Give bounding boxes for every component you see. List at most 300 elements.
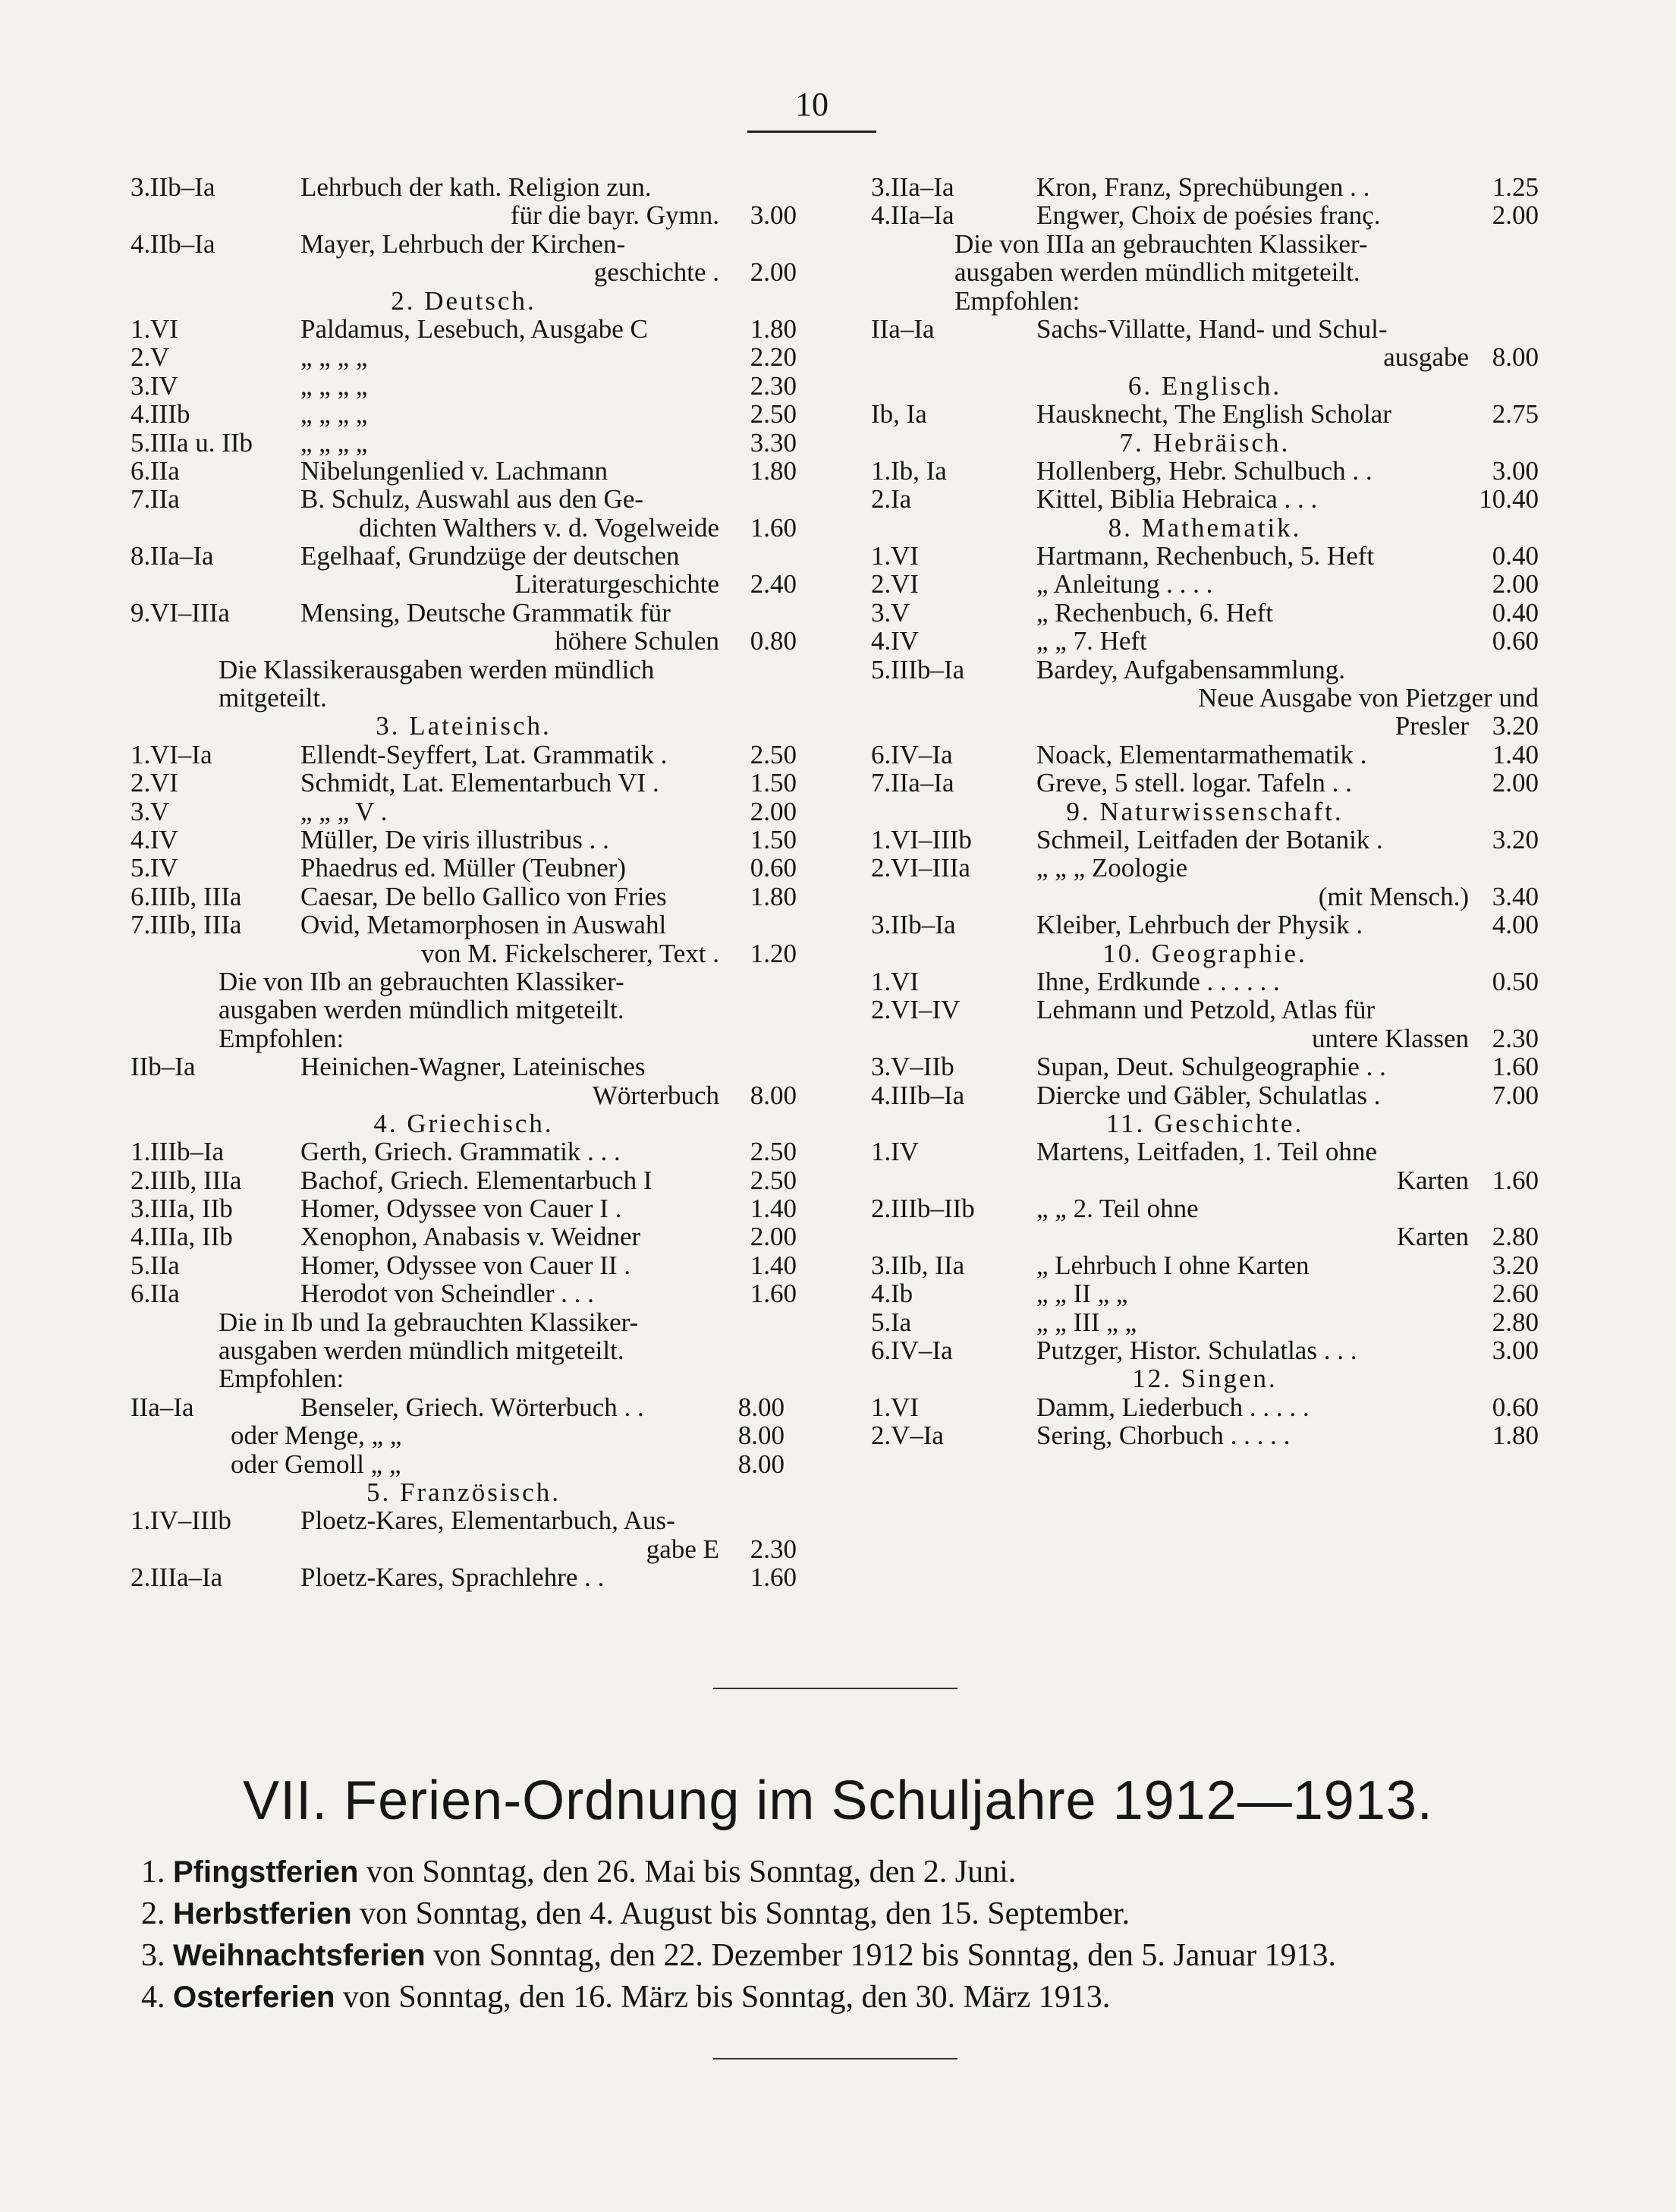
class-range: IV	[150, 824, 178, 854]
book-title: Bardey, Aufgabensammlung.	[1036, 654, 1345, 684]
entry-number: 2.	[871, 995, 891, 1025]
section-heading-text: 4. Griechisch.	[373, 1108, 554, 1138]
book-entry	[871, 343, 1539, 371]
book-title: Mayer, Lehrbuch der Kirchen-	[300, 228, 626, 259]
page-number-rule	[747, 131, 876, 133]
note-text: ausgaben werden mündlich mitgeteilt.	[219, 995, 624, 1025]
price: 2.60	[1492, 1279, 1539, 1309]
section-heading-text: 12. Singen.	[1132, 1364, 1278, 1394]
book-entry	[871, 599, 1539, 627]
entry-number: 4.	[871, 1279, 891, 1309]
book-entry	[130, 457, 797, 485]
note-text: Die von IIb an gebrauchten Klassiker-	[219, 966, 624, 996]
book-title: Lehmann und Petzold, Atlas für	[1036, 995, 1376, 1025]
class-range: VI	[891, 569, 919, 599]
section-heading	[871, 939, 1539, 968]
price: 1.25	[1492, 172, 1539, 202]
left-column	[130, 173, 797, 1592]
book-title: Ploetz-Kares, Sprachlehre . .	[300, 1562, 605, 1593]
entry-number: 4.	[130, 228, 151, 259]
price: 2.00	[750, 1222, 797, 1252]
book-title: oder Menge, „ „	[231, 1421, 402, 1451]
entry-number: 1.	[130, 1506, 151, 1536]
entry-number: 7.	[130, 910, 151, 940]
book-entry	[130, 854, 797, 882]
book-entry	[130, 1222, 797, 1251]
book-title: Putzger, Histor. Schulatlas . . .	[1036, 1336, 1357, 1366]
class-range: IIa–Ia	[150, 541, 214, 571]
class-range: VI	[150, 768, 178, 798]
book-title-continued: für die bayr. Gymn.	[510, 200, 719, 231]
book-entry	[130, 911, 797, 939]
book-title: Greve, 5 stell. logar. Tafeln . .	[1036, 768, 1352, 798]
price: 0.60	[1492, 1392, 1539, 1422]
entry-number: 3.	[130, 172, 151, 202]
class-range: IV–Ia	[891, 739, 953, 769]
book-title-continued: ausgabe	[1383, 342, 1469, 373]
book-entry	[871, 542, 1539, 570]
price: 3.00	[1492, 455, 1539, 486]
section-heading	[130, 712, 797, 740]
book-title: Bachof, Griech. Elementarbuch I	[300, 1165, 652, 1195]
class-range: IIb–Ia	[150, 228, 215, 259]
book-title: „ „ „ Zoologie	[1036, 853, 1188, 883]
entry-number: 1.	[130, 739, 151, 769]
class-range: IV	[891, 1137, 919, 1167]
book-entry	[871, 570, 1539, 598]
ferien-item	[141, 1977, 1336, 2018]
book-title: „ „ 7. Heft	[1036, 626, 1147, 656]
book-title: „ Anleitung . . . .	[1036, 569, 1213, 599]
book-title-continued: untere Klassen	[1311, 1023, 1469, 1053]
entry-number: 3.	[871, 172, 891, 202]
entry-number: 1.	[871, 966, 891, 996]
book-entry	[130, 1053, 797, 1081]
price: 8.00	[750, 1080, 797, 1110]
book-entry	[130, 826, 797, 854]
section-heading	[871, 798, 1539, 826]
ferien-name: Weihnachtsferien	[173, 1939, 426, 1972]
book-entry	[871, 1393, 1539, 1421]
book-entry	[130, 883, 797, 911]
book-title: Hartmann, Rechenbuch, 5. Heft	[1036, 541, 1375, 571]
note-line	[130, 968, 797, 996]
price: 1.60	[1492, 1052, 1539, 1082]
class-range: VI–IV	[891, 995, 961, 1025]
class-range: IIb–Ia	[891, 910, 956, 940]
ferien-item	[141, 1935, 1336, 1977]
book-entry	[130, 1279, 797, 1307]
ferien-dates: von Sonntag, den 16. März bis Sonntag, den 30. März 1913.	[342, 1980, 1111, 2015]
price: 3.30	[750, 427, 797, 458]
class-range: Ia	[891, 1307, 912, 1337]
class-range: IIa	[150, 455, 180, 486]
book-entry	[871, 684, 1539, 712]
class-range: IIIa, IIb	[150, 1194, 233, 1224]
price: 2.50	[750, 739, 797, 769]
note-text: Empfohlen:	[219, 1023, 344, 1053]
class-range: VI	[150, 313, 178, 344]
ferien-number: 4.	[141, 1980, 165, 2015]
section-heading-text: 10. Geographie.	[1102, 938, 1307, 968]
class-range: IIIb–Ia	[150, 1137, 225, 1167]
class-range: IIa–Ia	[871, 313, 935, 344]
entry-number: 1.	[871, 824, 891, 854]
section-divider	[713, 1688, 957, 1689]
class-range: VI–IIIa	[891, 853, 970, 883]
entry-number: 1.	[130, 1137, 151, 1167]
class-range: IV–IIIb	[150, 1506, 231, 1536]
book-title: „ „ „ „	[300, 342, 368, 373]
book-entry	[871, 826, 1539, 854]
ferien-number: 2.	[141, 1896, 165, 1931]
price: 0.60	[750, 853, 797, 883]
price: 1.80	[750, 313, 797, 344]
class-range: IV	[150, 370, 178, 401]
book-title: Ellendt-Seyffert, Lat. Grammatik .	[300, 739, 668, 769]
book-entry	[130, 798, 797, 826]
book-entry	[871, 1421, 1539, 1449]
class-range: IIa	[150, 484, 180, 514]
book-entry	[871, 1137, 1539, 1166]
section-heading-text: 5. Französisch.	[366, 1477, 561, 1507]
book-title: Hollenberg, Hebr. Schulbuch . .	[1036, 455, 1373, 486]
book-entry	[130, 343, 797, 371]
book-entry	[130, 485, 797, 513]
note-line	[871, 230, 1539, 258]
book-title: „ „ 2. Teil ohne	[1036, 1194, 1199, 1224]
book-entry	[130, 173, 797, 201]
note-text: Die Klassikerausgaben werden mündlich	[219, 654, 655, 684]
book-entry	[130, 570, 797, 598]
book-entry	[871, 1279, 1539, 1307]
book-entry	[871, 173, 1539, 201]
ferien-dates: von Sonntag, den 22. Dezember 1912 bis Sonntag, den 5. Januar 1913.	[433, 1938, 1336, 1973]
book-title: Kron, Franz, Sprechübungen . .	[1036, 172, 1370, 202]
entry-number: 2.	[130, 1562, 151, 1593]
book-title: Paldamus, Lesebuch, Ausgabe C	[300, 313, 648, 344]
class-range: IIIb–Ia	[891, 654, 965, 684]
price: 3.20	[1492, 1250, 1539, 1280]
book-title: Sering, Chorbuch . . . . .	[1036, 1421, 1291, 1451]
entry-number: 5.	[130, 427, 151, 458]
entry-number: 2.	[871, 1194, 891, 1224]
book-title: Kleiber, Lehrbuch der Physik .	[1036, 910, 1363, 940]
price: 2.50	[750, 1165, 797, 1195]
note-line	[130, 1336, 797, 1364]
note-line	[130, 684, 797, 712]
class-range: IIa–Ia	[891, 200, 954, 231]
book-entry	[871, 400, 1539, 428]
book-entry	[871, 1024, 1539, 1053]
book-title: Supan, Deut. Schulgeographie . .	[1036, 1052, 1386, 1082]
price: 8.00	[1492, 342, 1539, 373]
book-entry	[130, 627, 797, 655]
class-range: IIa–Ia	[891, 172, 954, 202]
price: 2.00	[1492, 569, 1539, 599]
book-entry	[130, 1535, 797, 1563]
entry-number: 5.	[871, 654, 891, 684]
class-range: Ib, Ia	[891, 455, 947, 486]
book-entry	[130, 1137, 797, 1166]
section-heading-text: 3. Lateinisch.	[376, 711, 552, 741]
book-title-continued: gabe E	[646, 1534, 719, 1564]
class-range: IIa	[150, 1250, 180, 1280]
book-entry	[130, 542, 797, 570]
price: 2.20	[750, 342, 797, 373]
class-range: IIIb, IIIa	[150, 910, 242, 940]
book-title-continued: von M. Fickelscherer, Text .	[420, 938, 719, 968]
price: 2.30	[1492, 1023, 1539, 1053]
entry-number: 2.	[871, 484, 891, 514]
price: 0.40	[1492, 541, 1539, 571]
class-range: IV	[891, 626, 919, 656]
entry-number: 4.	[871, 626, 891, 656]
entry-number: 2.	[130, 768, 151, 798]
entry-number: 5.	[130, 1250, 151, 1280]
class-range: Ib	[891, 1279, 913, 1309]
book-title: Sachs-Villatte, Hand- und Schul-	[1036, 313, 1388, 344]
note-line	[130, 1308, 797, 1336]
class-range: IIa–Ia	[891, 768, 954, 798]
book-entry	[130, 258, 797, 286]
ferien-name: Osterferien	[173, 1981, 335, 2014]
book-title: „ Rechenbuch, 6. Heft	[1036, 597, 1273, 628]
book-title-continued: Literaturgeschichte	[514, 569, 719, 599]
class-range: IIa	[150, 1279, 180, 1309]
note-text: mitgeteilt.	[219, 683, 327, 713]
price: 1.60	[1492, 1165, 1539, 1195]
price: 1.80	[1492, 1421, 1539, 1451]
entry-number: 3.	[871, 1250, 891, 1280]
class-range: IIb–Ia	[130, 1052, 196, 1082]
book-entry	[130, 1194, 797, 1222]
book-entry	[871, 911, 1539, 939]
book-entry	[871, 1194, 1539, 1222]
entry-number: 3.	[130, 796, 151, 826]
book-title-continued: geschichte .	[593, 257, 719, 288]
class-range: IIb, IIa	[891, 1250, 965, 1280]
price: 2.50	[750, 399, 797, 429]
note-line	[871, 287, 1539, 315]
book-entry	[871, 712, 1539, 740]
book-title: Homer, Odyssee von Cauer I .	[300, 1194, 622, 1224]
book-entry	[871, 996, 1539, 1024]
entry-number: 7.	[871, 768, 891, 798]
entry-number: 1.	[130, 313, 151, 344]
price: 7.00	[1492, 1080, 1539, 1110]
book-title: „ „ „ V .	[300, 796, 388, 826]
right-column	[871, 173, 1539, 1450]
price: 4.00	[1492, 910, 1539, 940]
book-title: Schmidt, Lat. Elementarbuch VI .	[300, 768, 659, 798]
book-entry	[130, 315, 797, 343]
section-heading-text: 8. Mathematik.	[1108, 512, 1302, 543]
book-title: Noack, Elementarmathematik .	[1036, 739, 1367, 769]
note-text: Die von IIIa an gebrauchten Klassiker-	[954, 228, 1368, 259]
price: 2.00	[1492, 200, 1539, 231]
book-entry	[130, 1421, 797, 1449]
book-entry	[130, 939, 797, 968]
book-entry	[130, 1393, 797, 1421]
book-title: Lehrbuch der kath. Religion zun.	[300, 172, 652, 202]
ferien-name: Pfingstferien	[173, 1855, 359, 1889]
book-title: Diercke und Gäbler, Schulatlas .	[1036, 1080, 1381, 1110]
entry-number: 6.	[130, 1279, 151, 1309]
ferien-list	[141, 1852, 1336, 2018]
book-title: Kittel, Biblia Hebraica . . .	[1036, 484, 1318, 514]
book-entry	[130, 201, 797, 229]
book-title-continued: Wörterbuch	[592, 1080, 719, 1110]
ferien-number: 3.	[141, 1938, 165, 1973]
note-text: ausgaben werden mündlich mitgeteilt.	[219, 1336, 624, 1366]
class-range: VI	[891, 1392, 919, 1422]
note-text: Empfohlen:	[954, 285, 1080, 316]
book-title: Egelhaaf, Grundzüge der deutschen	[300, 541, 680, 571]
ferien-title: VII. Ferien-Ordnung im Schuljahre 1912—1913.	[243, 1770, 1433, 1831]
entry-number: 4.	[130, 1222, 151, 1252]
entry-number: 6.	[130, 455, 151, 486]
book-entry	[130, 372, 797, 400]
section-heading-text: 9. Naturwissenschaft.	[1066, 796, 1344, 826]
book-title: „ „ III „ „	[1036, 1307, 1137, 1337]
book-entry	[130, 230, 797, 258]
price: 1.40	[1492, 739, 1539, 769]
book-title: Mensing, Deutsche Grammatik für	[300, 597, 671, 628]
price: 8.00	[737, 1421, 785, 1451]
entry-number: 1.	[871, 1137, 891, 1167]
entry-number: 1.	[871, 1392, 891, 1422]
book-entry	[871, 1308, 1539, 1336]
entry-number: 8.	[130, 541, 151, 571]
book-title-continued: dichten Walthers v. d. Vogelweide	[358, 512, 719, 543]
book-entry	[871, 656, 1539, 684]
book-entry	[871, 1251, 1539, 1279]
note-line	[871, 258, 1539, 286]
entry-number: 6.	[871, 739, 891, 769]
ferien-item	[141, 1893, 1336, 1935]
price: 1.50	[750, 824, 797, 854]
entry-number: 6.	[130, 881, 151, 911]
section-heading	[871, 372, 1539, 400]
entry-number: 5.	[871, 1307, 891, 1337]
book-entry	[871, 627, 1539, 655]
book-title: Engwer, Choix de poésies franç.	[1036, 200, 1381, 231]
ferien-dates: von Sonntag, den 26. Mai bis Sonntag, den 2. Juni.	[366, 1855, 1017, 1889]
book-entry	[871, 485, 1539, 513]
price: 1.80	[750, 881, 797, 911]
class-range: IIIb	[150, 399, 190, 429]
note-text: Empfohlen:	[219, 1364, 344, 1394]
book-entry	[130, 514, 797, 542]
class-range: V	[150, 342, 170, 373]
book-title: Hausknecht, The English Scholar	[1036, 399, 1391, 429]
price: 2.00	[750, 796, 797, 826]
book-title: Heinichen-Wagner, Lateinisches	[300, 1052, 646, 1082]
price: 3.20	[1492, 711, 1539, 741]
note-text: ausgaben werden mündlich mitgeteilt.	[954, 257, 1360, 288]
book-entry	[871, 1336, 1539, 1364]
book-title: Martens, Leitfaden, 1. Teil ohne	[1036, 1137, 1377, 1167]
class-range: Ib, Ia	[871, 399, 927, 429]
class-range: Ia	[891, 484, 912, 514]
price: 2.30	[750, 1534, 797, 1564]
price: 1.80	[750, 455, 797, 486]
class-range: V	[150, 796, 170, 826]
entry-number: 5.	[130, 853, 151, 883]
book-entry	[871, 1081, 1539, 1109]
price: 2.30	[750, 370, 797, 401]
note-line	[130, 1364, 797, 1392]
entry-number: 3.	[871, 1052, 891, 1082]
class-range: IV	[150, 853, 178, 883]
ferien-item	[141, 1852, 1336, 1893]
price: 1.60	[750, 512, 797, 543]
price: 0.50	[1492, 966, 1539, 996]
section-heading	[871, 514, 1539, 542]
entry-number: 4.	[871, 1080, 891, 1110]
ferien-dates: von Sonntag, den 4. August bis Sonntag, den 15. September.	[360, 1896, 1130, 1931]
page-number: 10	[795, 86, 829, 123]
book-entry	[871, 1222, 1539, 1251]
entry-number: 9.	[130, 597, 151, 628]
class-range: IIIb–Ia	[891, 1080, 965, 1110]
book-entry	[871, 1166, 1539, 1194]
entry-number: 3.	[871, 597, 891, 628]
book-title-continued: (mit Mensch.)	[1318, 881, 1469, 911]
ferien-number: 1.	[141, 1855, 165, 1889]
section-heading-text: 6. Englisch.	[1127, 370, 1282, 401]
book-title: Ovid, Metamorphosen in Auswahl	[300, 910, 667, 940]
book-entry	[130, 1081, 797, 1109]
price: 1.60	[750, 1279, 797, 1309]
section-heading-text: 11. Geschichte.	[1105, 1108, 1304, 1138]
price: 1.40	[750, 1194, 797, 1224]
price: 2.80	[1492, 1307, 1539, 1337]
book-title: Phaedrus ed. Müller (Teubner)	[300, 853, 627, 883]
book-title: Ihne, Erdkunde . . . . . .	[1036, 966, 1280, 996]
entry-number: 6.	[871, 1336, 891, 1366]
book-title: Gerth, Griech. Grammatik . . .	[300, 1137, 621, 1167]
entry-number: 4.	[130, 399, 151, 429]
class-range: VI	[891, 541, 919, 571]
book-title: Benseler, Griech. Wörterbuch . .	[300, 1392, 644, 1422]
price: 0.80	[750, 626, 797, 656]
price: 2.40	[750, 569, 797, 599]
price: 0.40	[1492, 597, 1539, 628]
book-title-continued: Neue Ausgabe von Pietzger und	[1197, 683, 1539, 713]
book-title: Ploetz-Kares, Elementarbuch, Aus-	[300, 1506, 675, 1536]
price: 8.00	[737, 1449, 785, 1479]
book-title: oder Gemoll „ „	[231, 1449, 401, 1479]
price: 3.40	[1492, 881, 1539, 911]
book-entry	[130, 599, 797, 627]
book-entry	[871, 201, 1539, 229]
entry-number: 3.	[130, 1194, 151, 1224]
class-range: IIIb–IIb	[891, 1194, 975, 1224]
price: 3.20	[1492, 824, 1539, 854]
class-range: VI–IIIb	[891, 824, 972, 854]
book-entry	[871, 854, 1539, 882]
price: 8.00	[737, 1392, 785, 1422]
book-title: Schmeil, Leitfaden der Botanik .	[1036, 824, 1383, 854]
note-line	[130, 996, 797, 1024]
class-range: IIIa u. IIb	[150, 427, 253, 458]
book-entry	[130, 1450, 797, 1478]
entry-number: 1.	[871, 455, 891, 486]
entry-number: 7.	[130, 484, 151, 514]
class-range: VI–Ia	[150, 739, 212, 769]
